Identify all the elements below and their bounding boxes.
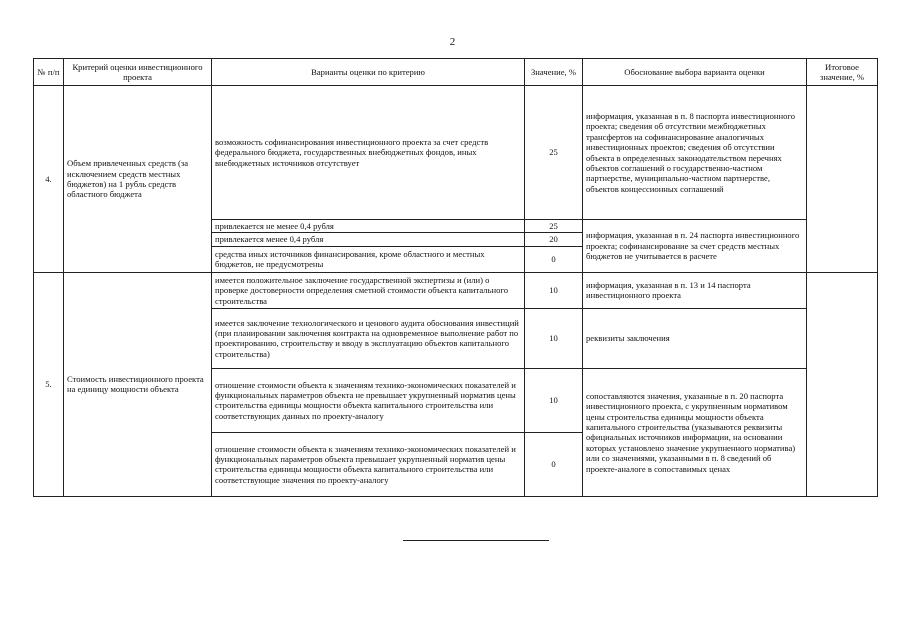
header-basis: Обоснование выбора варианта оценки [583, 59, 807, 86]
criterion-number: 4. [34, 86, 64, 273]
table-row [34, 86, 878, 220]
criterion-name: Стоимость инвестиционного проекта на единицу мощности объекта [64, 272, 212, 496]
variant-text: имеется заключение технологического и ценового аудита обоснования инвестиций (при планировании заключения контракта на одновременное выполнение работ по проектированию, строительству и вводу в эксплуатацию объектов капитального строительства) [212, 308, 525, 368]
variant-text: отношение стоимости объекта к значениям технико-экономических показателей и функциональных параметров объекта не превышает укрупненный норматив цены строительства единицы мощности объекта капитального строительства или соответствующих данных по проекту-аналогу [212, 368, 525, 432]
header-criterion: Критерий оценки инвестиционного проекта [64, 59, 212, 86]
criterion-name: Объем привлеченных средств (за исключением средств местных бюджетов) на 1 рубль средств областного бюджета [64, 86, 212, 273]
header-num: № п/п [34, 59, 64, 86]
variant-value: 0 [525, 246, 583, 272]
variant-value: 0 [525, 432, 583, 496]
variant-text: привлекается менее 0,4 рубля [212, 233, 525, 246]
variant-value: 10 [525, 368, 583, 432]
criterion-number: 5. [34, 272, 64, 496]
total-value [807, 272, 878, 496]
header-variants: Варианты оценки по критерию [212, 59, 525, 86]
variant-value: 25 [525, 86, 583, 220]
basis-text: реквизиты заключения [583, 308, 807, 368]
header-value: Значение, % [525, 59, 583, 86]
variant-value: 10 [525, 308, 583, 368]
basis-text: информация, указанная в п. 13 и 14 паспорта инвестиционного проекта [583, 272, 807, 308]
variant-value: 25 [525, 220, 583, 233]
variant-value: 20 [525, 233, 583, 246]
variant-text: средства иных источников финансирования, кроме областного и местных бюджетов, не предусмотрены [212, 246, 525, 272]
basis-text: информация, указанная в п. 8 паспорта инвестиционного проекта; сведения об отсутствии межбюджетных трансфертов на софинансирование аналогичных инвестиционных проектов; сведения об отсутствии объекта в определенных законодательством перечнях объектов соглашений о государственно-частном партнерстве, муниципально-частном партнерстве, объектов концессионных соглашений [583, 86, 807, 220]
table-row [34, 272, 878, 308]
variant-text: отношение стоимости объекта к значениям технико-экономических показателей и функциональных параметров объекта превышает укрупненный норматив цены строительства единицы мощности объекта капитального строительства или соответствующие значения по проекту-аналогу [212, 432, 525, 496]
variant-text: имеется положительное заключение государственной экспертизы и (или) о проверке достоверности определения сметной стоимости объекта капитального строительства [212, 272, 525, 308]
basis-text: информация, указанная в п. 24 паспорта инвестиционного проекта; софинансирование за счет средств местных бюджетов не учитывается в расчете [583, 220, 807, 273]
criteria-table [33, 58, 878, 497]
variant-text: возможность софинансирования инвестиционного проекта за счет средств федерального бюджета, государственных внебюджетных фондов, иных внебюджетных источников отсутствует [212, 86, 525, 220]
page-number: 2 [449, 36, 456, 48]
footer-divider [403, 540, 549, 541]
total-value [807, 86, 878, 273]
basis-text: сопоставляются значения, указанные в п. 20 паспорта инвестиционного проекта, с укрупненным нормативом цены строительства единицы мощности объекта капитального строительства (указываются реквизиты официальных источников информации, на основании которых установлено значение укрупненного норматива) или со значениями, указанными в п. 8 сведений об проекте-аналоге в сопоставимых ценах [583, 368, 807, 496]
header-row [34, 59, 878, 86]
variant-value: 10 [525, 272, 583, 308]
header-total: Итоговое значение, % [807, 59, 878, 86]
variant-text: привлекается не менее 0,4 рубля [212, 220, 525, 233]
